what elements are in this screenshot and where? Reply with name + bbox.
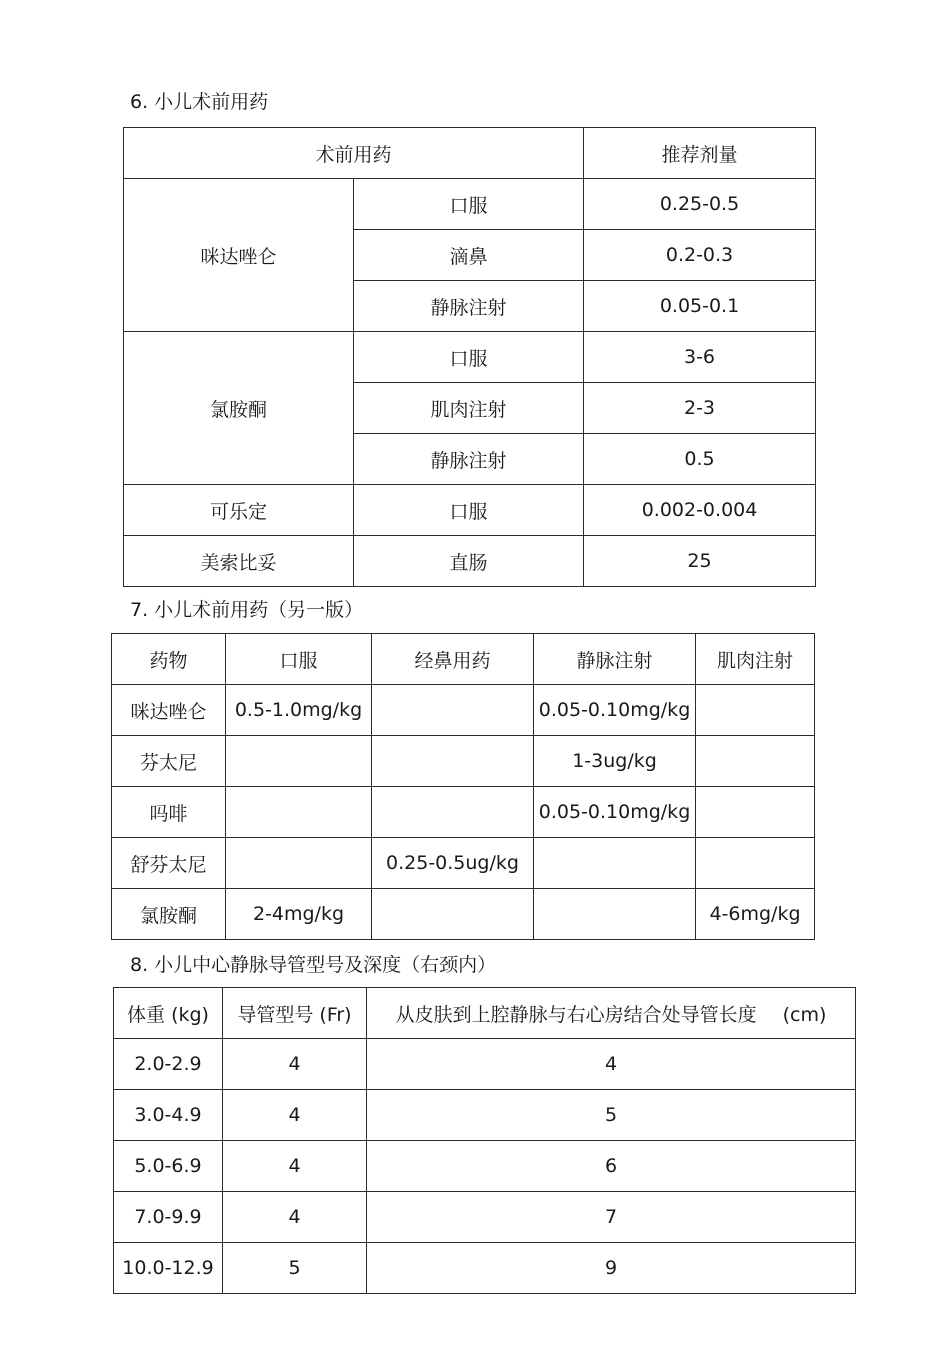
dose-cell: 0.25-0.5: [584, 179, 816, 230]
catheter-length-cell: 4: [367, 1039, 856, 1090]
drug-name-cell: 氯胺酮: [124, 332, 354, 485]
weight-cell: 10.0-12.9: [114, 1243, 223, 1294]
table-row: [114, 1039, 856, 1090]
header-cell-drug: 药物: [112, 634, 226, 685]
weight-cell: 2.0-2.9: [114, 1039, 223, 1090]
table-row: [112, 838, 815, 889]
iv-dose-cell: 0.05-0.10mg/kg: [534, 685, 696, 736]
dose-cell: 0.2-0.3: [584, 230, 816, 281]
drug-name-cell: 咪达唑仑: [112, 685, 226, 736]
section-6-heading: 6. 小儿术前用药: [130, 91, 269, 113]
table-row: [112, 889, 815, 940]
nasal-dose-cell: [372, 787, 534, 838]
catheter-length-cell: 6: [367, 1141, 856, 1192]
header-cell-oral: 口服: [226, 634, 372, 685]
im-dose-cell: 4-6mg/kg: [696, 889, 815, 940]
table-header-row: [124, 128, 816, 179]
header-cell-iv: 静脉注射: [534, 634, 696, 685]
premedication-alt-table: [111, 633, 815, 940]
premedication-table: [123, 127, 816, 587]
table-header-row: [112, 634, 815, 685]
dose-cell: 3-6: [584, 332, 816, 383]
oral-dose-cell: [226, 736, 372, 787]
dose-cell: 0.002-0.004: [584, 485, 816, 536]
route-cell: 口服: [354, 485, 584, 536]
catheter-length-cell: 9: [367, 1243, 856, 1294]
weight-cell: 5.0-6.9: [114, 1141, 223, 1192]
header-cell-drug: 术前用药: [124, 128, 584, 179]
weight-cell: 7.0-9.9: [114, 1192, 223, 1243]
catheter-size-cell: 4: [223, 1141, 367, 1192]
dose-cell: 25: [584, 536, 816, 587]
table-row: [114, 1192, 856, 1243]
route-cell: 肌肉注射: [354, 383, 584, 434]
iv-dose-cell: [534, 889, 696, 940]
drug-name-cell: 美索比妥: [124, 536, 354, 587]
central-venous-catheter-table: [113, 987, 856, 1294]
route-cell: 直肠: [354, 536, 584, 587]
oral-dose-cell: 0.5-1.0mg/kg: [226, 685, 372, 736]
table-row: [114, 1243, 856, 1294]
nasal-dose-cell: [372, 685, 534, 736]
header-cell-dose: 推荐剂量: [584, 128, 816, 179]
table-row: [112, 787, 815, 838]
catheter-size-cell: 5: [223, 1243, 367, 1294]
table-row: [112, 685, 815, 736]
iv-dose-cell: 0.05-0.10mg/kg: [534, 787, 696, 838]
catheter-length-label: 从皮肤到上腔静脉与右心房结合处导管长度: [395, 1003, 757, 1026]
drug-name-cell: 芬太尼: [112, 736, 226, 787]
iv-dose-cell: 1-3ug/kg: [534, 736, 696, 787]
im-dose-cell: [696, 685, 815, 736]
nasal-dose-cell: 0.25-0.5ug/kg: [372, 838, 534, 889]
catheter-size-cell: 4: [223, 1090, 367, 1141]
route-cell: 静脉注射: [354, 281, 584, 332]
section-8-heading: 8. 小儿中心静脉导管型号及深度（右颈内）: [130, 954, 497, 976]
im-dose-cell: [696, 736, 815, 787]
drug-name-cell: 吗啡: [112, 787, 226, 838]
table-row: [124, 536, 816, 587]
catheter-size-cell: 4: [223, 1192, 367, 1243]
table-row: [124, 179, 816, 230]
table-row: [114, 1141, 856, 1192]
drug-name-cell: 可乐定: [124, 485, 354, 536]
table-header-row: [114, 988, 856, 1039]
drug-name-cell: 舒芬太尼: [112, 838, 226, 889]
oral-dose-cell: [226, 787, 372, 838]
oral-dose-cell: 2-4mg/kg: [226, 889, 372, 940]
im-dose-cell: [696, 838, 815, 889]
table-row: [124, 332, 816, 383]
table-row: [112, 736, 815, 787]
route-cell: 口服: [354, 332, 584, 383]
table-row: [114, 1090, 856, 1141]
nasal-dose-cell: [372, 736, 534, 787]
route-cell: 滴鼻: [354, 230, 584, 281]
section-7-heading: 7. 小儿术前用药（另一版）: [130, 599, 364, 621]
catheter-length-cell: 7: [367, 1192, 856, 1243]
header-cell-catheter-length: [367, 988, 856, 1039]
iv-dose-cell: [534, 838, 696, 889]
oral-dose-cell: [226, 838, 372, 889]
table-row: [124, 485, 816, 536]
dose-cell: 0.05-0.1: [584, 281, 816, 332]
route-cell: 口服: [354, 179, 584, 230]
weight-cell: 3.0-4.9: [114, 1090, 223, 1141]
catheter-length-cell: 5: [367, 1090, 856, 1141]
dose-cell: 2-3: [584, 383, 816, 434]
drug-name-cell: 氯胺酮: [112, 889, 226, 940]
header-cell-im: 肌肉注射: [696, 634, 815, 685]
dose-cell: 0.5: [584, 434, 816, 485]
catheter-size-cell: 4: [223, 1039, 367, 1090]
header-cell-weight: 体重 (kg): [114, 988, 223, 1039]
header-cell-nasal: 经鼻用药: [372, 634, 534, 685]
catheter-length-unit: (cm): [782, 1003, 827, 1026]
route-cell: 静脉注射: [354, 434, 584, 485]
header-cell-catheter-size: 导管型号 (Fr): [223, 988, 367, 1039]
im-dose-cell: [696, 787, 815, 838]
nasal-dose-cell: [372, 889, 534, 940]
drug-name-cell: 咪达唑仑: [124, 179, 354, 332]
